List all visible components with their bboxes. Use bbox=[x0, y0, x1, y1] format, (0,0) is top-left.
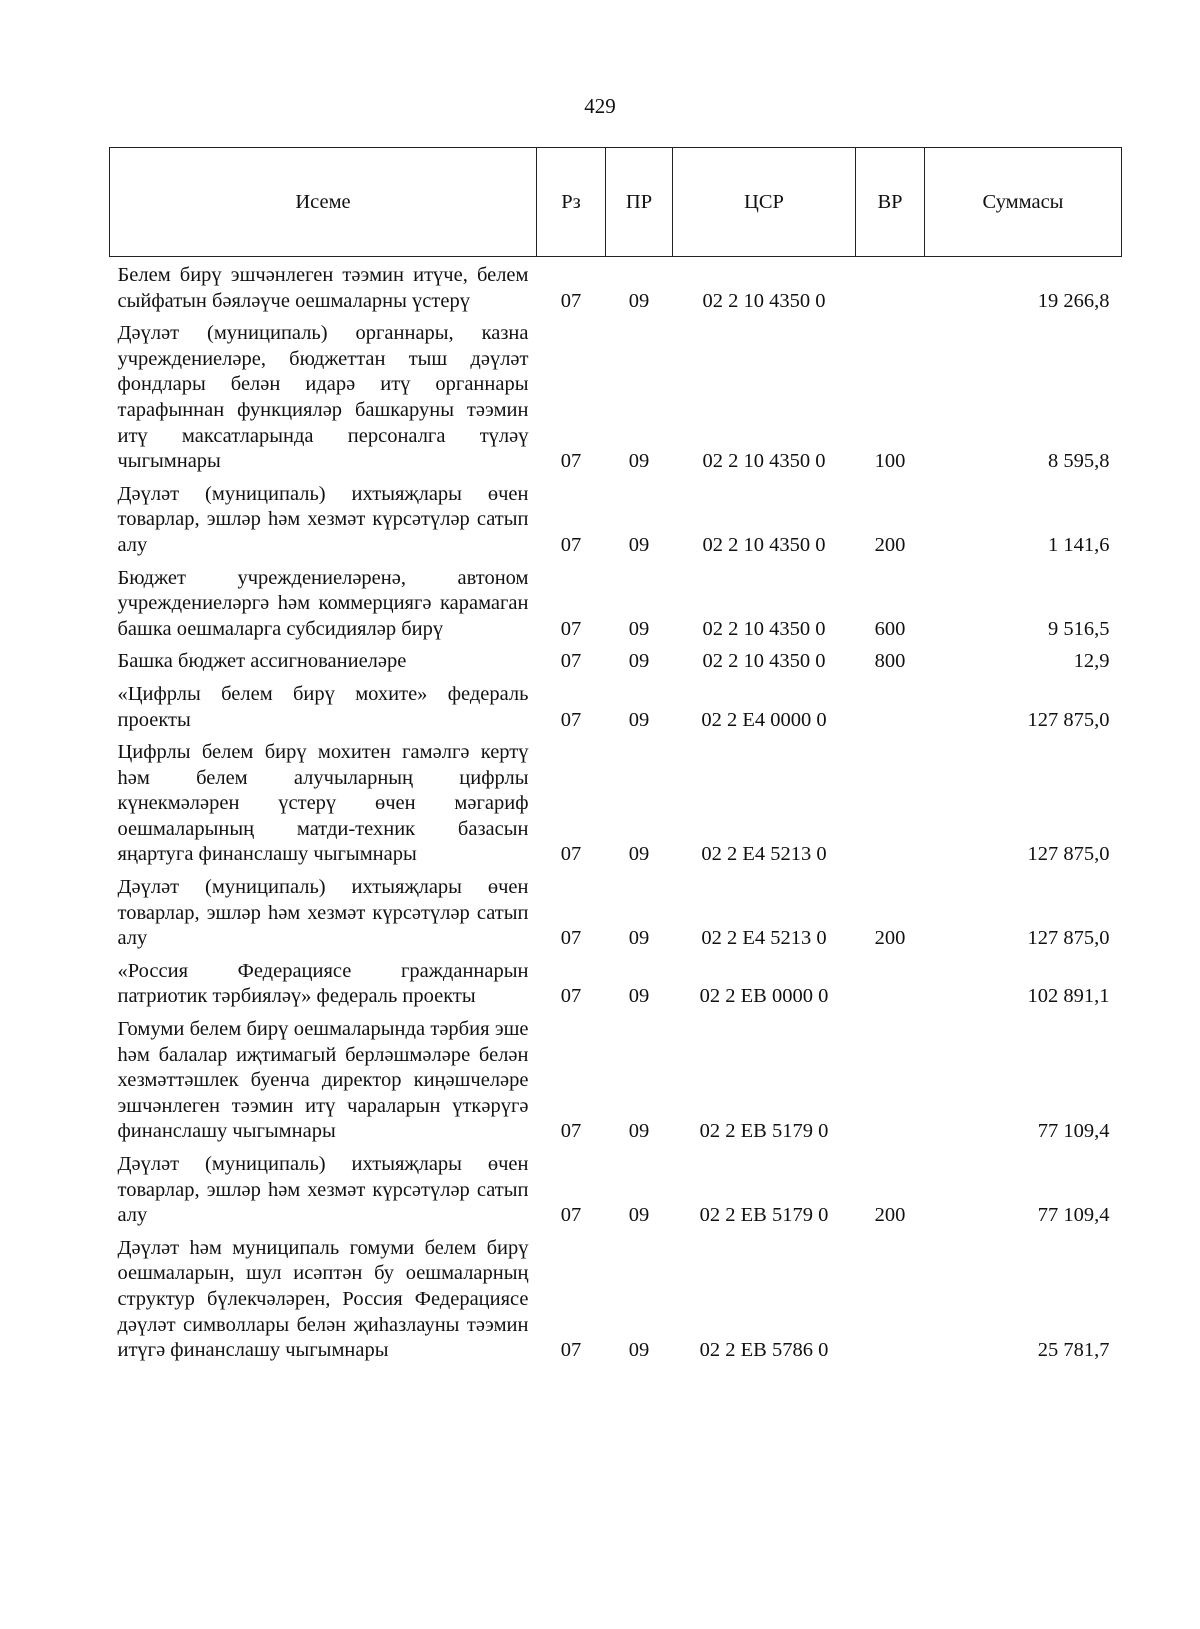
cell-rz: 07 bbox=[560, 650, 582, 673]
cell-pr: 09 bbox=[628, 1204, 650, 1227]
header-sum: Суммасы bbox=[925, 148, 1122, 257]
cell-rz: 07 bbox=[560, 289, 582, 312]
cell-rz: 07 bbox=[560, 985, 582, 1008]
table-row bbox=[110, 1234, 1122, 1369]
cell-vr bbox=[856, 1234, 925, 1369]
cell-csr: 02 2 10 4350 0 bbox=[702, 450, 826, 473]
cell-csr: 02 2 E4 0000 0 bbox=[701, 708, 827, 731]
table-row bbox=[110, 480, 1122, 564]
cell-vr bbox=[856, 738, 925, 873]
table-row bbox=[110, 257, 1122, 320]
page-number: 429 bbox=[584, 94, 616, 118]
cell-sum: 8 595,8 bbox=[1048, 450, 1110, 473]
cell-name: Дәүләт (муниципаль) ихтыяҗлары өчен товарлар, эшләр һәм хезмәт күрсәтүләр сатып алу bbox=[117, 1153, 529, 1227]
cell-name: Белем бирү эшчәнлеген тәэмин итүче, белем сыйфатын бәяләүче оешмаларны үстерү bbox=[117, 264, 529, 312]
cell-name: Дәүләт (муниципаль) органнары, казна учреждениеләре, бюджеттан тыш дәүләт фондлары белән идарә итү органнары тарафыннан функцияләр башкаруны тәэмин итү максатларында персоналга түләү чыгымнары bbox=[117, 322, 529, 473]
cell-pr: 09 bbox=[628, 927, 650, 950]
cell-name: Гомуми белем бирү оешмаларында тәрбия эше һәм балалар иҗтимагый берләшмәләре белән хезмәттәшлек буенча директор киңәшчеләре эшчәнлеген тәэмин итү чараларын үткәрүгә финанслашу чыгымнары bbox=[117, 1018, 529, 1143]
table-row bbox=[110, 319, 1122, 480]
table-row bbox=[110, 564, 1122, 648]
cell-sum: 9 516,5 bbox=[1048, 617, 1110, 640]
cell-vr: 800 bbox=[874, 650, 906, 673]
cell-csr: 02 2 10 4350 0 bbox=[702, 617, 826, 640]
cell-csr: 02 2 E4 5213 0 bbox=[701, 843, 827, 866]
cell-csr: 02 2 EB 0000 0 bbox=[699, 985, 829, 1008]
header-csr: ЦСР bbox=[673, 148, 856, 257]
cell-rz: 07 bbox=[560, 533, 582, 556]
header-rz: Рз bbox=[537, 148, 606, 257]
cell-vr: 200 bbox=[874, 1204, 906, 1227]
table-row bbox=[110, 873, 1122, 957]
cell-pr: 09 bbox=[628, 533, 650, 556]
cell-csr: 02 2 E4 5213 0 bbox=[701, 927, 827, 950]
cell-sum: 25 781,7 bbox=[1037, 1339, 1110, 1362]
cell-rz: 07 bbox=[560, 1204, 582, 1227]
table-body bbox=[110, 257, 1122, 1369]
cell-csr: 02 2 EB 5179 0 bbox=[699, 1204, 829, 1227]
cell-name: Дәүләт (муниципаль) ихтыяҗлары өчен товарлар, эшләр һәм хезмәт күрсәтүләр сатып алу bbox=[117, 876, 529, 950]
cell-sum: 12,9 bbox=[1073, 650, 1110, 673]
table-row bbox=[110, 647, 1122, 680]
cell-pr: 09 bbox=[628, 289, 650, 312]
cell-pr: 09 bbox=[628, 450, 650, 473]
cell-name: Бюджет учреждениеләренә, автоном учреждениеләргә һәм коммерциягә карамаган башка оешмаларга субсидияләр бирү bbox=[117, 566, 529, 640]
cell-vr: 100 bbox=[874, 450, 906, 473]
cell-sum: 19 266,8 bbox=[1037, 289, 1110, 312]
cell-sum: 127 875,0 bbox=[1027, 708, 1110, 731]
cell-rz: 07 bbox=[560, 708, 582, 731]
cell-vr bbox=[856, 957, 925, 1015]
table-row bbox=[110, 680, 1122, 738]
header-vr: ВР bbox=[856, 148, 925, 257]
cell-vr: 200 bbox=[874, 927, 906, 950]
table-row bbox=[110, 1015, 1122, 1150]
cell-pr: 09 bbox=[628, 708, 650, 731]
cell-csr: 02 2 10 4350 0 bbox=[702, 289, 826, 312]
cell-rz: 07 bbox=[560, 843, 582, 866]
cell-pr: 09 bbox=[628, 843, 650, 866]
cell-rz: 07 bbox=[560, 1120, 582, 1143]
cell-vr: 600 bbox=[874, 617, 906, 640]
header-pr: ПР bbox=[606, 148, 673, 257]
cell-pr: 09 bbox=[628, 617, 650, 640]
budget-table bbox=[109, 147, 1122, 1369]
cell-rz: 07 bbox=[560, 927, 582, 950]
cell-name: «Цифрлы белем бирү мохите» федераль проекты bbox=[117, 682, 529, 731]
cell-csr: 02 2 EB 5786 0 bbox=[699, 1339, 829, 1362]
cell-sum: 77 109,4 bbox=[1037, 1204, 1110, 1227]
cell-rz: 07 bbox=[560, 617, 582, 640]
cell-vr: 200 bbox=[874, 533, 906, 556]
cell-rz: 07 bbox=[560, 1339, 582, 1362]
table-row bbox=[110, 1150, 1122, 1234]
cell-sum: 127 875,0 bbox=[1027, 927, 1110, 950]
table-row bbox=[110, 738, 1122, 873]
cell-sum: 127 875,0 bbox=[1027, 843, 1110, 866]
cell-pr: 09 bbox=[628, 1339, 650, 1362]
cell-name: Дәүләт (муниципаль) ихтыяҗлары өчен товарлар, эшләр һәм хезмәт күрсәтүләр сатып алу bbox=[117, 482, 529, 556]
cell-vr bbox=[856, 680, 925, 738]
cell-rz: 07 bbox=[560, 450, 582, 473]
cell-vr bbox=[856, 257, 925, 320]
cell-pr: 09 bbox=[628, 650, 650, 673]
cell-csr: 02 2 EB 5179 0 bbox=[699, 1120, 829, 1143]
cell-sum: 77 109,4 bbox=[1037, 1120, 1110, 1143]
cell-vr bbox=[856, 1015, 925, 1150]
cell-sum: 1 141,6 bbox=[1048, 533, 1110, 556]
cell-name: Цифрлы белем бирү мохитен гамәлгә кертү һәм белем алучыларның цифрлы күнекмәләрен үстерү өчен мәгариф оешмаларының матди-техник базасын яңартуга финанслашу чыгымнары bbox=[117, 741, 529, 866]
cell-name: Дәүләт һәм муниципаль гомуми белем бирү оешмаларын, шул исәптән бу оешмаларның структур бүлекчәләрен, Россия Федерациясе дәүләт символлары белән җиһазлауны тәэмин итүгә финанслашу чыгымнары bbox=[117, 1236, 529, 1362]
table-header bbox=[110, 148, 1122, 257]
cell-csr: 02 2 10 4350 0 bbox=[702, 650, 826, 673]
cell-pr: 09 bbox=[628, 1120, 650, 1143]
header-name: Исеме bbox=[110, 148, 537, 257]
cell-pr: 09 bbox=[628, 985, 650, 1008]
cell-sum: 102 891,1 bbox=[1027, 985, 1110, 1008]
cell-name: «Россия Федерациясе гражданнарын патриотик тәрбияләү» федераль проекты bbox=[117, 959, 529, 1008]
cell-name: Башка бюджет ассигнованиеләре bbox=[117, 650, 407, 673]
table-row bbox=[110, 957, 1122, 1015]
cell-csr: 02 2 10 4350 0 bbox=[702, 533, 826, 556]
